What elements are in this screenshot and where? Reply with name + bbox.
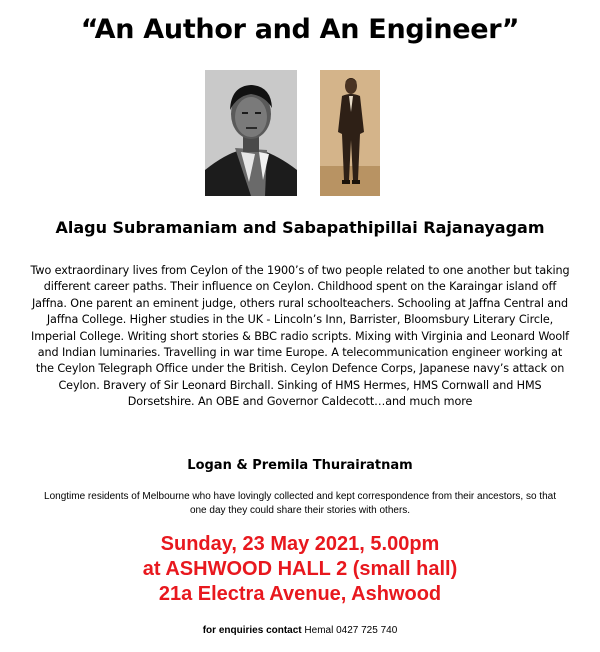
- flyer-title: “An Author and An Engineer”: [80, 14, 520, 45]
- portrait-photo-engineer: [320, 70, 380, 196]
- contact-value: Hemal 0427 725 740: [304, 625, 398, 636]
- contact-label: for enquiries contact: [202, 625, 302, 636]
- portrait-photo-author: [205, 70, 297, 196]
- event-date: Sunday, 23 May 2021, 5.00pm: [160, 533, 440, 555]
- event-address: 21a Electra Avenue, Ashwood: [158, 583, 442, 605]
- presenters-names: Logan & Premila Thurairatnam: [187, 458, 413, 473]
- event-venue: at ASHWOOD HALL 2 (small hall): [142, 558, 458, 580]
- event-details: [0, 532, 600, 607]
- subtitle-names: Alagu Subramaniam and Sabapathipillai Rajanayagam: [55, 218, 545, 237]
- biography-paragraph: Two extraordinary lives from Ceylon of the 1900’s of two people related to one another but taking different career paths. Their influence on Ceylon. Childhood spent on the Karaingar island off Jaffna. One parent an eminent judge, others rural schoolteachers. Schooling at Jaffna Central and Jaffna College. Higher studies in the UK - Lincoln’s Inn, Barrister, Bloomsbury Literary Circle, Imperial College. Writing short stories & BBC radio scripts. Mixing with Virginia and Leonard Woolf and Indian luminaries. Travelling in war time Europe. A telecommunication engineer working at the Ceylon Telegraph Office under the British. Ceylon Defence Corps, Japanese navy’s attack on Ceylon. Bravery of Sir Leonard Birchall. Sinking of HMS Hermes, HMS Cornwall and HMS Dorsetshire. An OBE and Governor Caldecott…and much more: [30, 264, 570, 409]
- presenters-description: Longtime residents of Melbourne who have lovingly collected and kept correspondence from their ancestors, so that one day they could share their stories with others.: [44, 491, 556, 516]
- contact-line: [0, 625, 600, 636]
